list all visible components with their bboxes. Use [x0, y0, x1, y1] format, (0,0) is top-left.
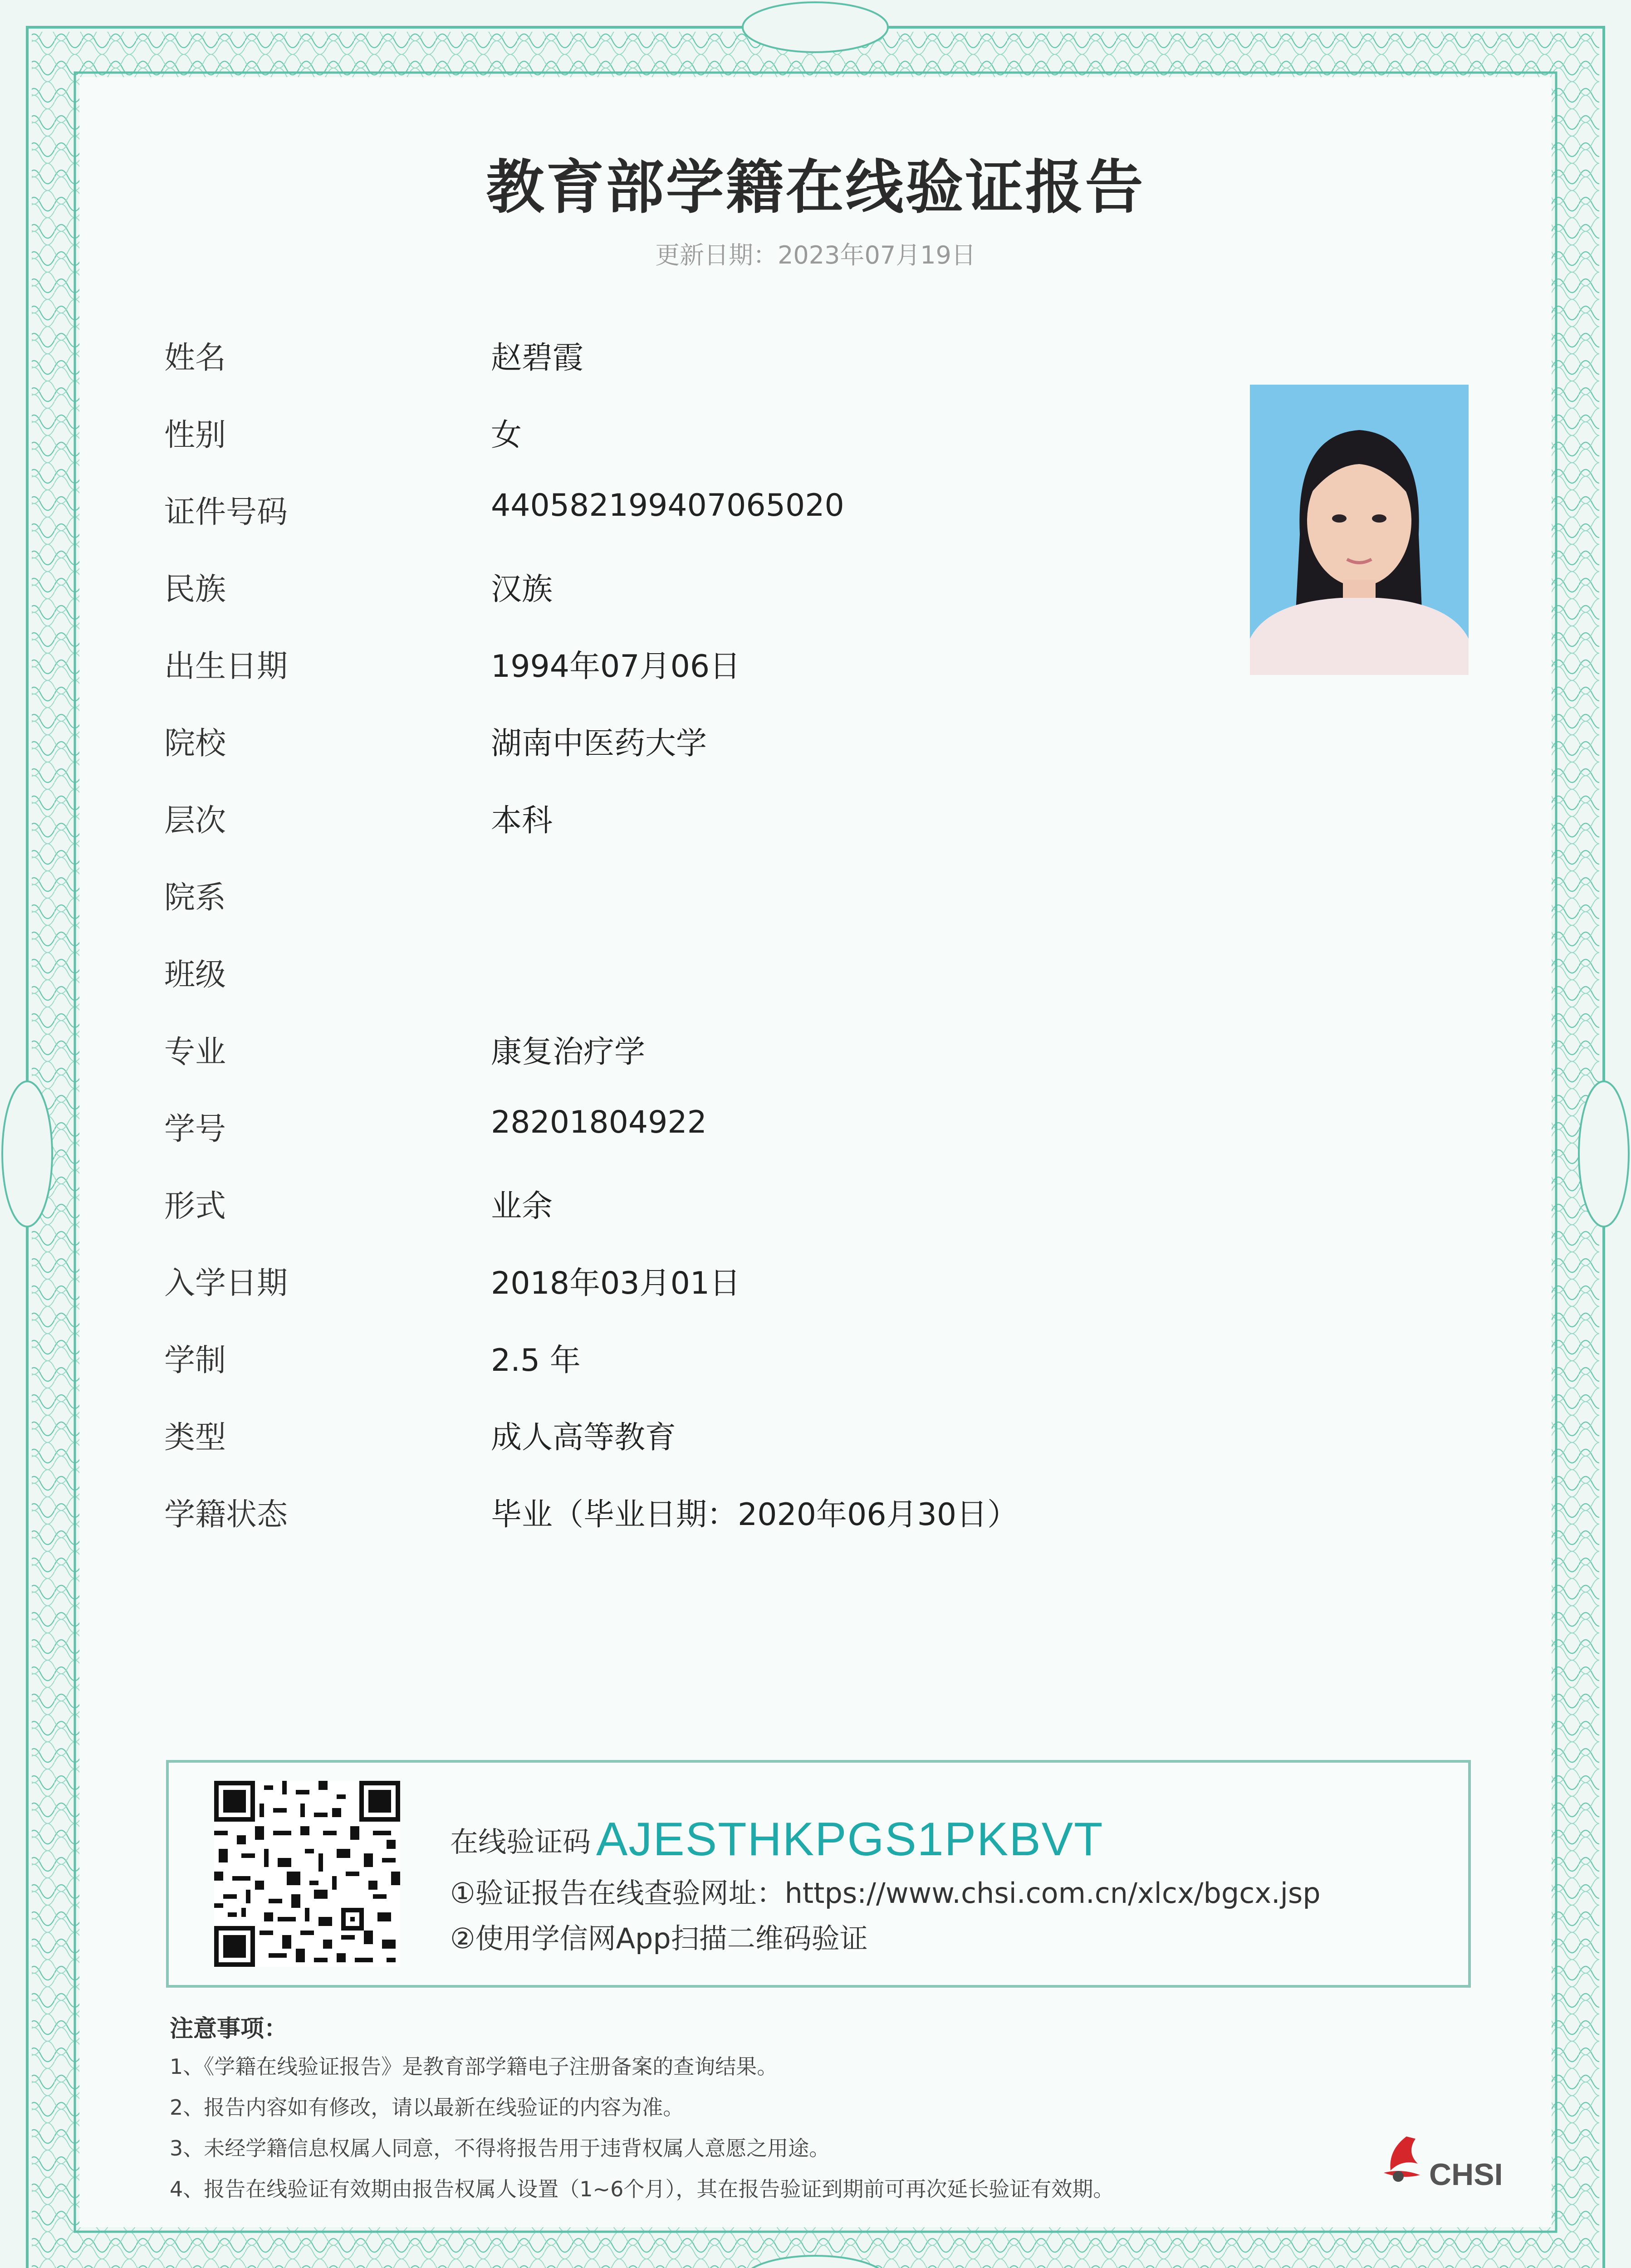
- field-value: 湖南中医药大学: [491, 726, 707, 762]
- update-date-line: [0, 236, 1631, 271]
- field-row: [0, 1105, 1631, 1154]
- field-value: 440582199407065020: [491, 488, 844, 523]
- update-date: 2023年07月19日: [778, 241, 976, 269]
- field-row: [0, 719, 1631, 769]
- field-row: [0, 796, 1631, 846]
- field-value: 28201804922: [491, 1105, 707, 1140]
- field-label: 院校: [164, 726, 226, 762]
- field-row: [0, 1027, 1631, 1077]
- notes-title: 注意事项：: [170, 2015, 288, 2043]
- field-label: 班级: [164, 957, 226, 993]
- field-row: [0, 1182, 1631, 1232]
- portrait-photo: [1250, 385, 1469, 675]
- field-value: 毕业（毕业日期：2020年06月30日）: [491, 1497, 1019, 1533]
- update-label: 更新日期：: [655, 241, 778, 269]
- field-label: 民族: [164, 572, 226, 607]
- field-row: [0, 333, 1631, 383]
- field-value: 康复治疗学: [491, 1034, 646, 1070]
- field-row: [0, 1413, 1631, 1463]
- field-label: 学号: [164, 1111, 226, 1147]
- field-value: 2018年03月01日: [491, 1266, 741, 1301]
- note-item: 3、未经学籍信息权属人同意，不得将报告用于违背权属人意愿之用途。: [170, 2136, 830, 2160]
- note-item: 4、报告在线验证有效期由报告权属人设置（1~6个月），其在报告验证到期前可再次延长验证有效期。: [170, 2177, 1114, 2201]
- field-value: 1994年07月06日: [491, 649, 741, 684]
- field-value: 汉族: [491, 572, 553, 607]
- field-label: 学籍状态: [164, 1497, 288, 1533]
- field-value: 女: [491, 417, 522, 453]
- field-label: 类型: [164, 1420, 226, 1456]
- field-label: 性别: [164, 417, 226, 453]
- field-value: 业余: [491, 1188, 553, 1224]
- chsi-logo-text: CHSI: [1429, 2157, 1503, 2192]
- note-item: 1、《学籍在线验证报告》是教育部学籍电子注册备案的查询结果。: [170, 2054, 778, 2079]
- field-row: [0, 1490, 1631, 1540]
- verification-code-line: [450, 1813, 1104, 1867]
- verify-app-line: ②使用学信网App扫描二维码验证: [450, 1922, 868, 1955]
- field-label: 形式: [164, 1188, 226, 1224]
- field-label: 学制: [164, 1343, 226, 1378]
- note-item: 2、报告内容如有修改，请以最新在线验证的内容为准。: [170, 2095, 684, 2120]
- field-label: 院系: [164, 880, 226, 916]
- field-value: 赵碧霞: [491, 340, 584, 376]
- field-label: 出生日期: [164, 649, 288, 684]
- field-row: [0, 950, 1631, 1000]
- field-label: 专业: [164, 1034, 226, 1070]
- field-label: 入学日期: [164, 1266, 288, 1301]
- verification-code-label: 在线验证码: [450, 1825, 591, 1858]
- verify-url-line: ①验证报告在线查验网址：https://www.chsi.com.cn/xlcx/bgcx.jsp: [450, 1877, 1321, 1910]
- field-row: [0, 1336, 1631, 1386]
- field-value: 成人高等教育: [491, 1420, 676, 1456]
- field-label: 姓名: [164, 340, 226, 376]
- field-value: 2.5 年: [491, 1343, 581, 1378]
- field-value: 本科: [491, 803, 553, 839]
- field-label: 证件号码: [164, 494, 288, 530]
- field-row: [0, 873, 1631, 923]
- field-row: [0, 1259, 1631, 1309]
- verification-code: AJESTHKPGS1PKBVT: [596, 1813, 1104, 1866]
- field-label: 层次: [164, 803, 226, 839]
- qr-code-icon[interactable]: [214, 1781, 400, 1967]
- verification-panel: [166, 1760, 1471, 1988]
- report-title: 教育部学籍在线验证报告: [486, 154, 1145, 221]
